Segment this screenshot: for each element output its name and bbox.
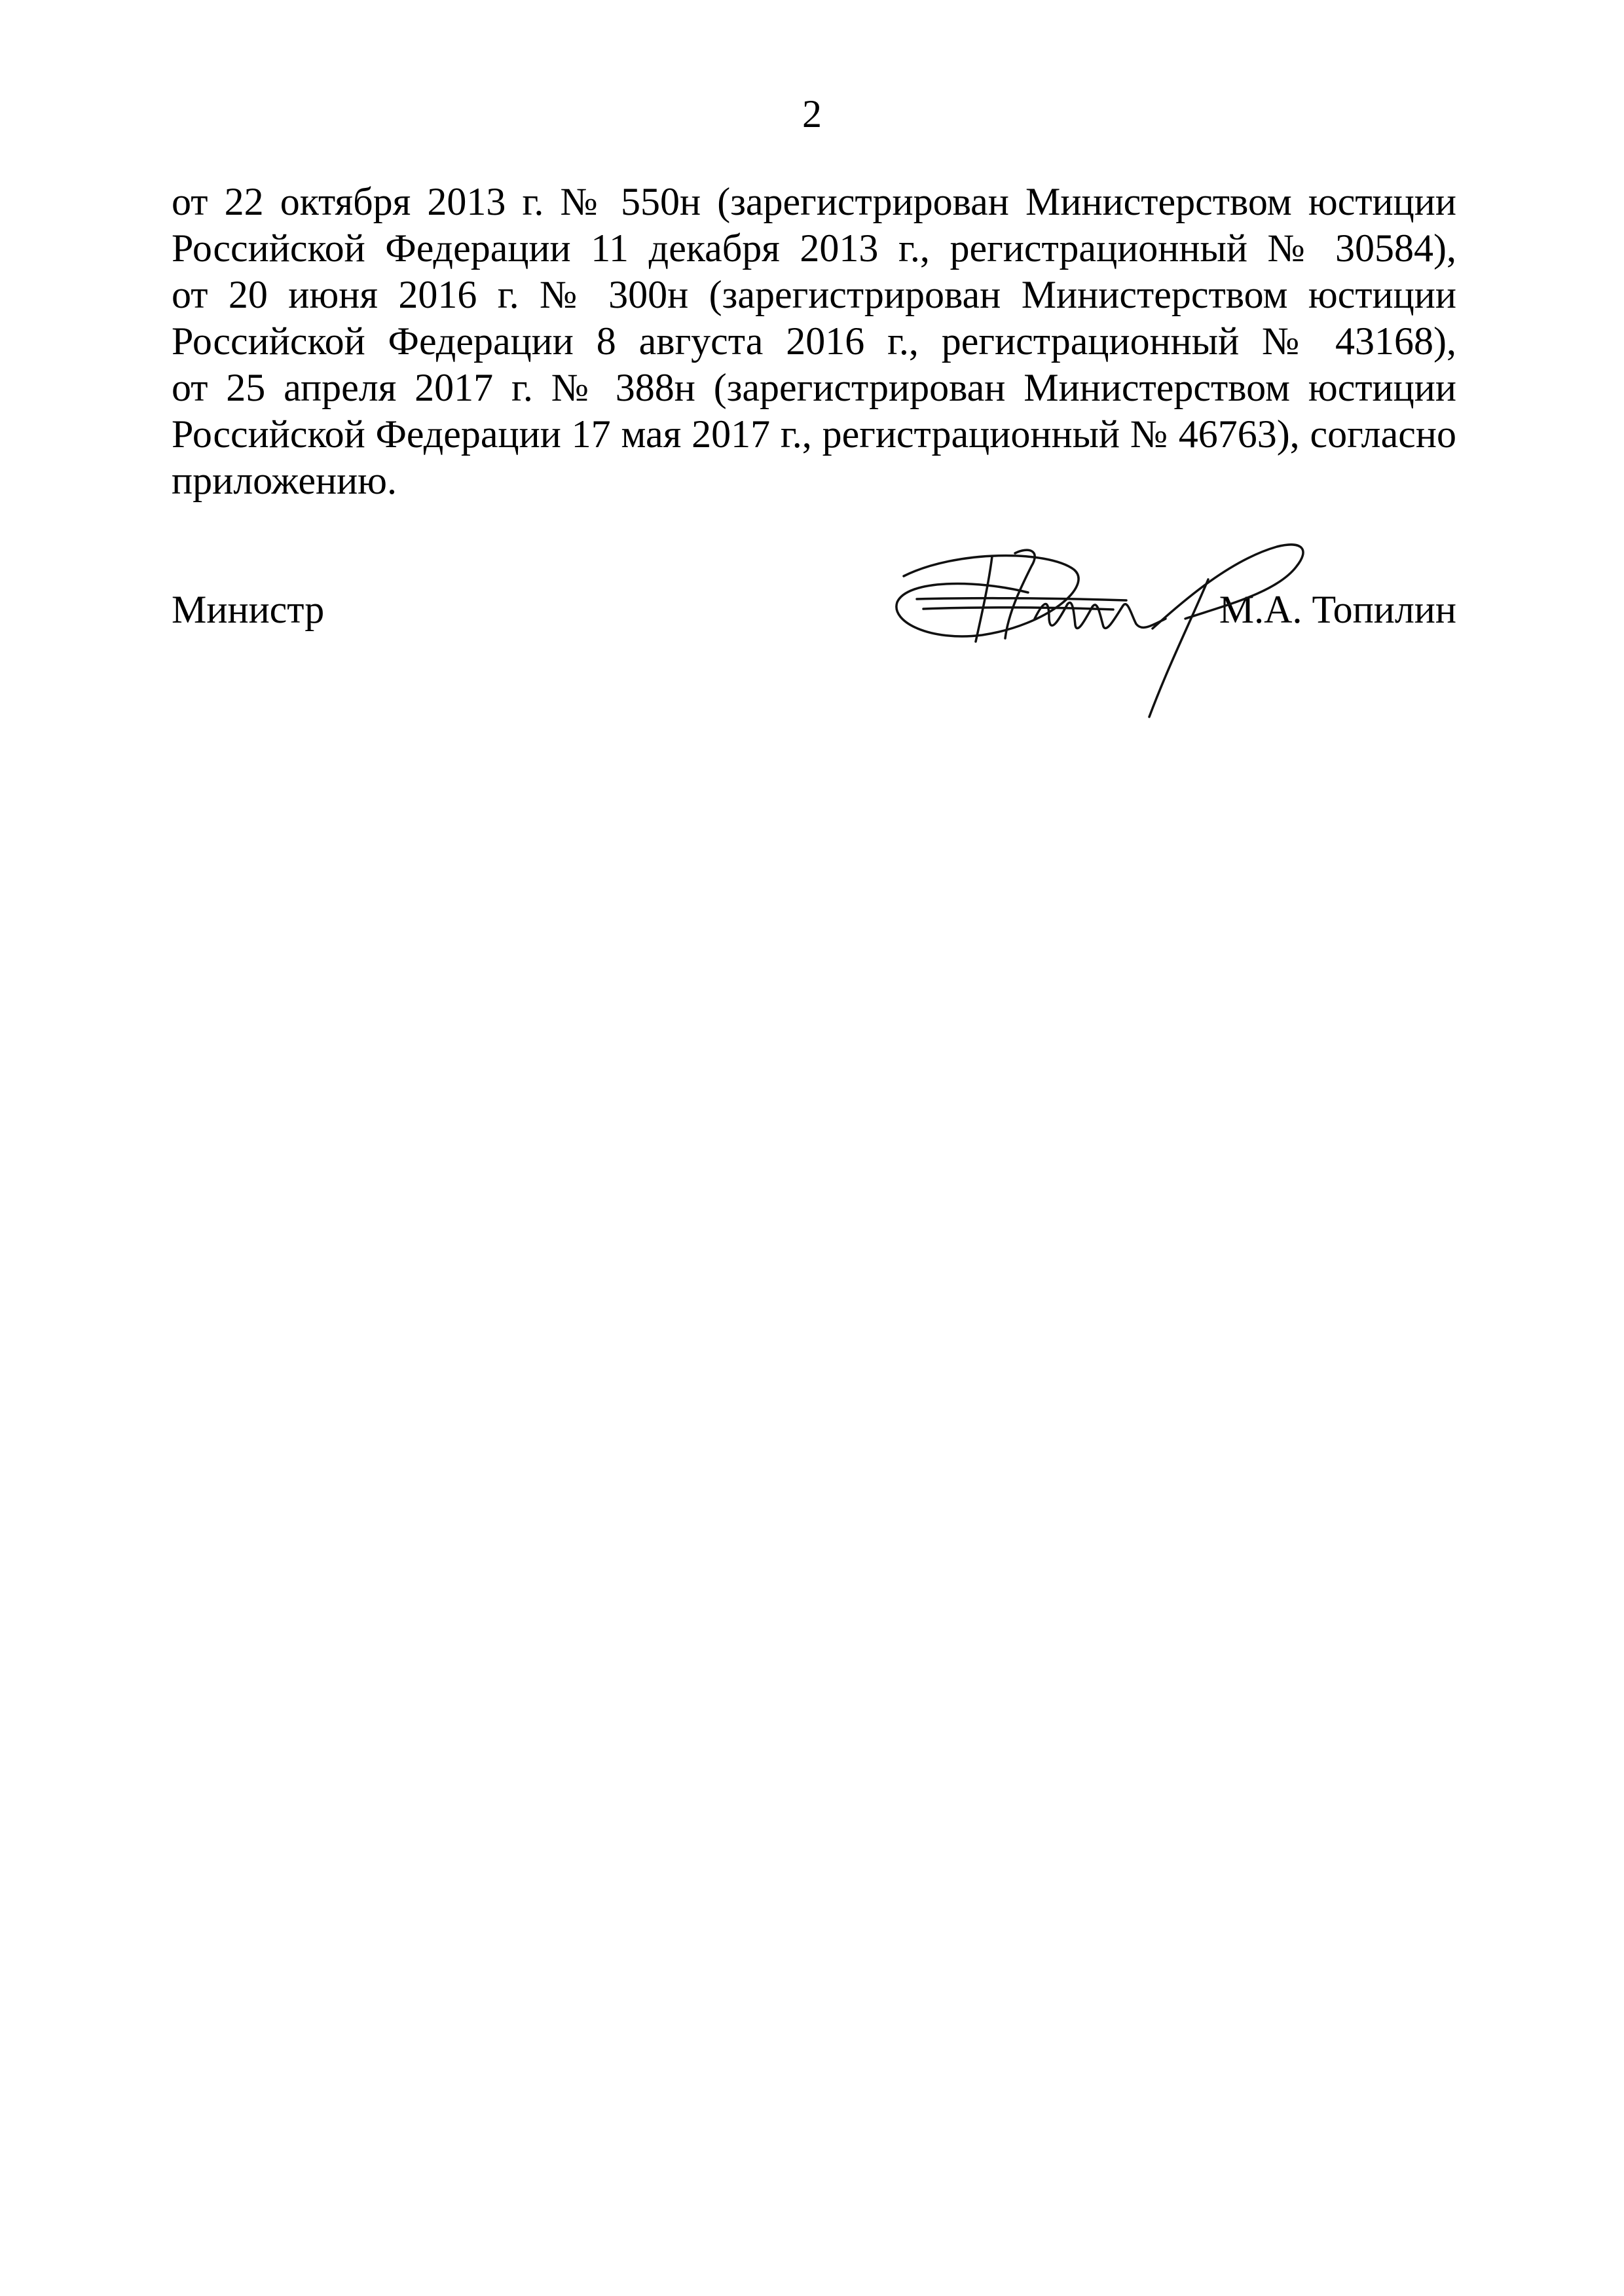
body-line: Российской Федерации 11 декабря 2013 г., регистрационный № 30584), bbox=[172, 227, 1456, 270]
signer-name: М.А. Топилин bbox=[1219, 588, 1456, 631]
signature-icon bbox=[877, 520, 1336, 737]
body-line: Российской Федерации 17 мая 2017 г., регистрационный № 46763), согласно bbox=[172, 412, 1456, 456]
document-body bbox=[172, 179, 1456, 504]
signer-position: Министр bbox=[172, 588, 325, 631]
body-line: от 20 июня 2016 г. № 300н (зарегистрирован Министерством юстиции bbox=[172, 273, 1456, 316]
body-line: приложению. bbox=[172, 459, 397, 502]
body-line: от 22 октября 2013 г. № 550н (зарегистрирован Министерством юстиции bbox=[172, 180, 1456, 223]
body-line: от 25 апреля 2017 г. № 388н (зарегистрирован Министерством юстиции bbox=[172, 366, 1456, 409]
page-number: 2 bbox=[802, 92, 822, 136]
body-line: Российской Федерации 8 августа 2016 г., регистрационный № 43168), bbox=[172, 319, 1456, 363]
